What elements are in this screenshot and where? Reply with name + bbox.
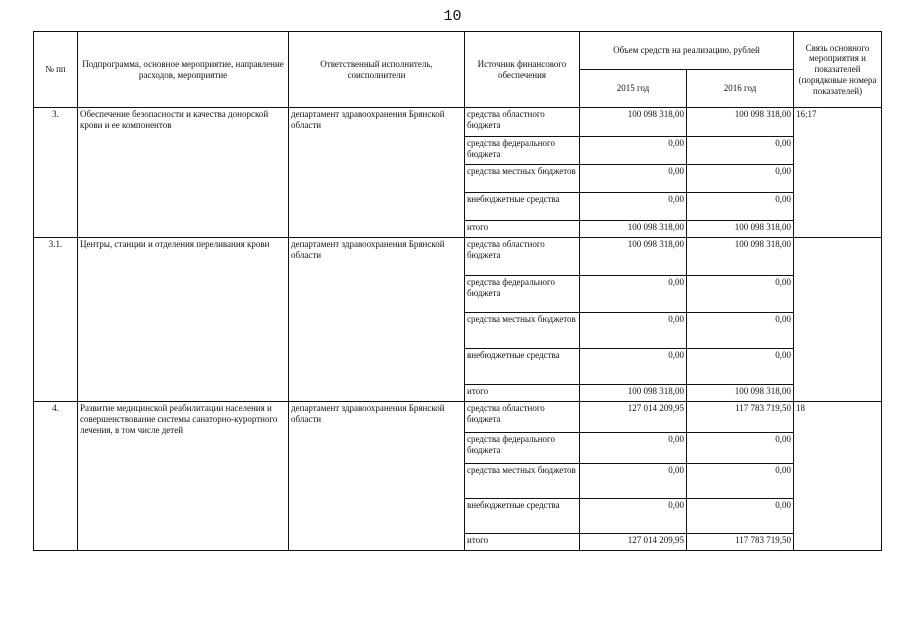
funding-source: средства местных бюджетов [465, 313, 580, 349]
program-name: Развитие медицинской реабилитации населения и совершенствование системы санаторно-курортного лечения, в том числе детей [78, 402, 289, 551]
indicator-link: 16;17 [794, 108, 882, 238]
amount-2015: 100 098 318,00 [580, 385, 687, 402]
indicator-link [794, 238, 882, 402]
funding-source: внебюджетные средства [465, 349, 580, 385]
amount-2015: 0,00 [580, 276, 687, 313]
amount-2016: 0,00 [687, 349, 794, 385]
amount-2015: 100 098 318,00 [580, 108, 687, 137]
amount-2015: 127 014 209,95 [580, 402, 687, 433]
table-row [34, 108, 882, 137]
amount-2015: 0,00 [580, 313, 687, 349]
funding-source: средства местных бюджетов [465, 464, 580, 499]
funding-source: средства местных бюджетов [465, 165, 580, 193]
amount-2016: 100 098 318,00 [687, 385, 794, 402]
table-row [34, 402, 882, 433]
funding-source: средства областного бюджета [465, 108, 580, 137]
amount-2016: 100 098 318,00 [687, 221, 794, 238]
total-label: итого [465, 385, 580, 402]
amount-2015: 0,00 [580, 349, 687, 385]
executor: департамент здравоохранения Брянской области [289, 402, 465, 551]
amount-2015: 0,00 [580, 193, 687, 221]
total-label: итого [465, 534, 580, 551]
page-number: 10 [443, 8, 462, 25]
funding-source: внебюджетные средства [465, 193, 580, 221]
header-link: Связь основного мероприятия и показателей (порядковые номера показателей) [794, 32, 882, 108]
amount-2015: 127 014 209,95 [580, 534, 687, 551]
amount-2016: 0,00 [687, 313, 794, 349]
funding-source: внебюджетные средства [465, 499, 580, 534]
amount-2016: 0,00 [687, 137, 794, 165]
executor: департамент здравоохранения Брянской области [289, 238, 465, 402]
amount-2015: 100 098 318,00 [580, 221, 687, 238]
indicator-link: 18 [794, 402, 882, 551]
amount-2015: 0,00 [580, 464, 687, 499]
amount-2016: 0,00 [687, 464, 794, 499]
amount-2016: 0,00 [687, 193, 794, 221]
amount-2015: 100 098 318,00 [580, 238, 687, 276]
amount-2015: 0,00 [580, 165, 687, 193]
program-name: Центры, станции и отделения переливания крови [78, 238, 289, 402]
row-number: 3. [34, 108, 78, 238]
header-year-2016: 2016 год [687, 70, 794, 108]
table-row [34, 238, 882, 276]
funding-source: средства областного бюджета [465, 402, 580, 433]
header-num: № пп [34, 32, 78, 108]
amount-2016: 100 098 318,00 [687, 238, 794, 276]
budget-table [33, 31, 882, 551]
header-volume: Объем средств на реализацию, рублей [580, 32, 794, 70]
amount-2016: 100 098 318,00 [687, 108, 794, 137]
header-program: Подпрограмма, основное мероприятие, направление расходов, мероприятие [78, 32, 289, 108]
header-executor: Ответственный исполнитель, соисполнители [289, 32, 465, 108]
amount-2015: 0,00 [580, 137, 687, 165]
row-number: 3.1. [34, 238, 78, 402]
amount-2016: 0,00 [687, 276, 794, 313]
funding-source: средства федерального бюджета [465, 433, 580, 464]
amount-2016: 0,00 [687, 165, 794, 193]
row-number: 4. [34, 402, 78, 551]
table-header [34, 32, 882, 108]
amount-2016: 117 783 719,50 [687, 534, 794, 551]
funding-source: средства федерального бюджета [465, 137, 580, 165]
header-year-2015: 2015 год [580, 70, 687, 108]
funding-source: средства областного бюджета [465, 238, 580, 276]
amount-2016: 0,00 [687, 433, 794, 464]
funding-source: средства федерального бюджета [465, 276, 580, 313]
amount-2016: 117 783 719,50 [687, 402, 794, 433]
header-source: Источник финансового обеспечения [465, 32, 580, 108]
amount-2015: 0,00 [580, 499, 687, 534]
amount-2016: 0,00 [687, 499, 794, 534]
executor: департамент здравоохранения Брянской области [289, 108, 465, 238]
table-body [34, 108, 882, 551]
amount-2015: 0,00 [580, 433, 687, 464]
total-label: итого [465, 221, 580, 238]
program-name: Обеспечение безопасности и качества донорской крови и ее компонентов [78, 108, 289, 238]
